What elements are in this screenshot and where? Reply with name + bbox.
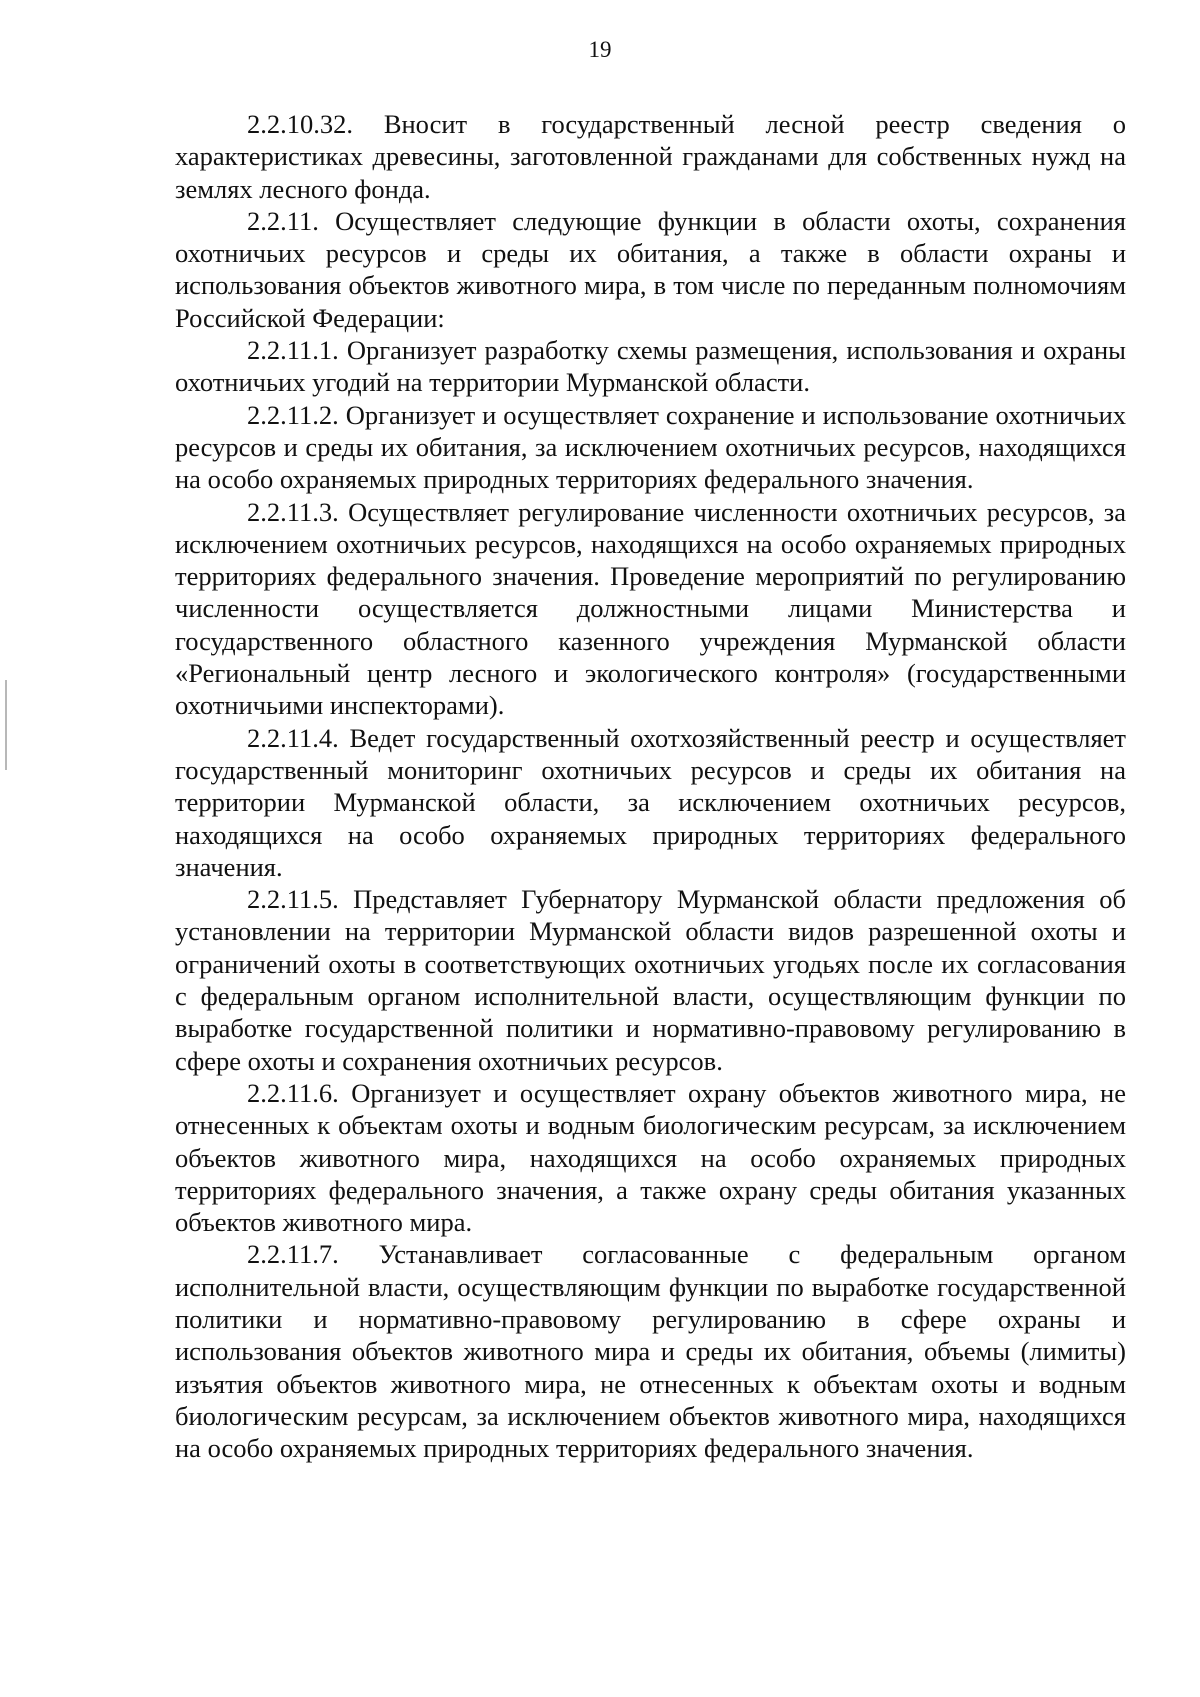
paragraph-2-2-11: 2.2.11. Осуществляет следующие функции в области охоты, сохранения охотничьих ресурсов и среды их обитания, а также в области охраны и использования объектов животного мира, в том числе по переданным полномочиям Российской Федерации: (175, 205, 1126, 333)
paragraph-2-2-10-32: 2.2.10.32. Вносит в государственный лесной реестр сведения о характеристиках древесины, заготовленной гражданами для собственных нужд на землях лесного фонда. (175, 109, 1126, 204)
paragraph-2-2-11-5: 2.2.11.5. Представляет Губернатору Мурманской области предложения об установлении на территории Мурманской области видов разрешенной охоты и ограничений охоты в соответствующих охотничьих угодьях после их согласования с федеральным органом исполнительной власти, осуществляющим функции по выработке государственной политики и нормативно-правовому регулированию в сфере охоты и сохранения охотничьих ресурсов. (175, 884, 1126, 1076)
scan-edge-mark (5, 680, 7, 770)
page-number: 19 (588, 37, 612, 62)
paragraph-2-2-11-2: 2.2.11.2. Организует и осуществляет сохранение и использование охотничьих ресурсов и среды их обитания, за исключением охотничьих ресурсов, находящихся на особо охраняемых природных территориях федерального значения. (175, 399, 1126, 495)
document-body (175, 108, 1126, 1464)
paragraph-2-2-11-1: 2.2.11.1. Организует разработку схемы размещения, использования и охраны охотничьих угодий на территории Мурманской области. (175, 335, 1126, 398)
paragraph-2-2-11-6: 2.2.11.6. Организует и осуществляет охрану объектов животного мира, не отнесенных к объектам охоты и водным биологическим ресурсам, за исключением объектов животного мира, находящихся на особо охраняемых природных территориях федерального значения, а также охрану среды обитания указанных объектов животного мира. (175, 1077, 1126, 1238)
paragraph-2-2-11-7: 2.2.11.7. Устанавливает согласованные с федеральным органом исполнительной власти, осуществляющим функции по выработке государственной политики и нормативно-правовому регулированию в сфере охраны и использования объектов животного мира и среды их обитания, объемы (лимиты) изъятия объектов животного мира, не отнесенных к объектам охоты и водным биологическим ресурсам, за исключением объектов животного мира, находящихся на особо охраняемых природных территориях федерального значения. (175, 1239, 1126, 1464)
paragraph-2-2-11-4: 2.2.11.4. Ведет государственный охотхозяйственный реестр и осуществляет государственный мониторинг охотничьих ресурсов и среды их обитания на территории Мурманской области, за исключением охотничьих ресурсов, находящихся на особо охраняемых природных территориях федерального значения. (175, 722, 1126, 882)
paragraph-2-2-11-3: 2.2.11.3. Осуществляет регулирование численности охотничьих ресурсов, за исключением охотничьих ресурсов, находящихся на особо охраняемых природных территориях федерального значения. Проведение мероприятий по регулированию численности осуществляется должностными лицами Министерства и государственного областного казенного учреждения Мурманской области «Региональный центр лесного и экологического контроля» (государственными охотничьими инспекторами). (175, 496, 1126, 721)
